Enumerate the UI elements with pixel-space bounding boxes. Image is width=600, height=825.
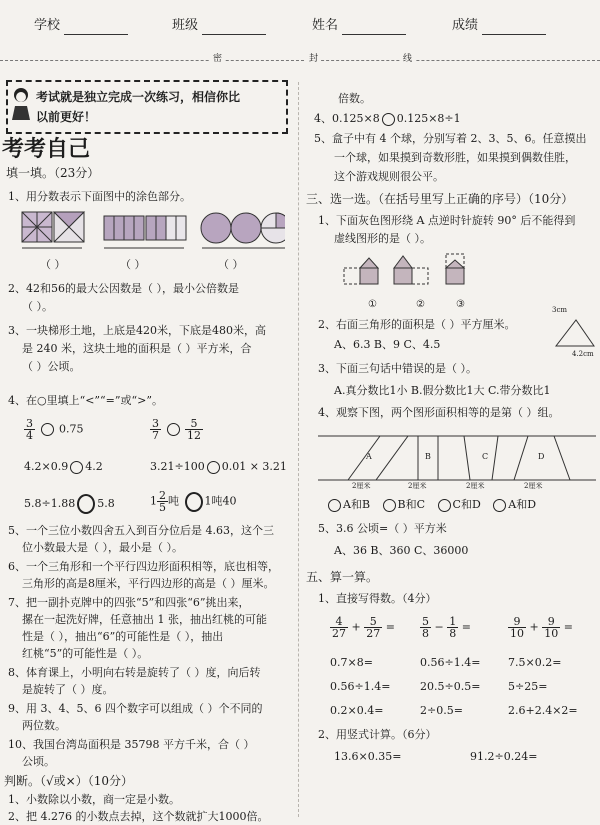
score-label: 成绩 [452,18,546,35]
right-item-5: 5、盒子中有 4 个球，分别写着 2、3、5、6。任意摸出 [314,132,587,145]
question-4: 4、在○里填上“<”“=”或“>”。 [8,394,163,407]
name-label: 姓名 [312,18,406,35]
seal-char-1: 密 [210,54,225,66]
choice-4-options: A和B B和C C和D A和D [326,498,536,512]
question-7-cont: 摞在一起洗好牌，任意抽出 1 张，抽出红桃的可能 [22,613,267,626]
column-divider [298,82,299,817]
option-label-1: ① [368,299,377,310]
figure-rectangles [104,216,186,240]
expr-8: 20.5÷0.5= [420,680,481,693]
section-5-heading: 五、算一算。 [306,570,379,584]
compare-6: 1 $\frac{2}{5}$ 吨 1吨40 [150,489,237,514]
option-b-circle[interactable] [383,499,396,512]
vertical-calc-1: 13.6×0.35= [334,750,402,763]
question-9-cont: 两位数。 [22,719,66,732]
motto-line-1: 考试就是独立完成一次练习，相信你比 [36,90,241,104]
choice-2: 2、右面三角形的面积是（ ）平方厘米。 [318,318,516,331]
rotation-figure-2 [394,256,428,284]
school-blank[interactable] [64,22,128,35]
q1-answer-1[interactable]: （ ） [40,258,66,271]
expr-10: 0.2×0.4= [330,704,384,717]
q1-figures [20,210,285,254]
q1-answer-2[interactable]: （ ） [120,258,146,271]
question-7: 7、把一副扑克牌中的四张“5”和四张“6”挑出来， [8,596,250,609]
shape-label-d: D [538,452,545,461]
question-3: 3、一块梯形土地，上底是420米，下底是480米，高 [8,324,266,337]
question-5-cont: 位小数最大是（ ），最小是（ ）。 [22,541,183,554]
vertical-calc-2: 91.2÷0.24= [470,750,538,763]
expr-9: 5÷25= [508,680,548,693]
question-6-cont: 三角形的高是8厘米，平行四边形的高是（ ）厘米。 [22,577,275,590]
school-label: 学校 [34,18,128,35]
option-d-circle[interactable] [493,499,506,512]
expr-1: $\frac{4}{27}$ + $\frac{5}{27}$ = [332,615,395,640]
right-text-0: 倍数。 [338,92,371,105]
question-8-cont: 是旋转了（ ）度。 [22,683,114,696]
section-3-heading: 三、选一选。（在括号里写上正确的序号）（10分） [306,192,574,206]
question-7-cont-2: 性是（ ），抽出“6”的可能性是（ ），抽出 [22,630,224,643]
judge-1: 1、小数除以小数，商一定是小数。 [8,793,180,806]
choice-2-options: A、6.3 B、9 C、4.5 [334,338,441,351]
question-6: 6、一个三角形和一个平行四边形面积相等，底也相等， [8,560,279,573]
class-blank[interactable] [202,22,266,35]
right-item-5-cont: 一个球，如果摸到奇数形胜，如果摸到偶数佳胜， [334,151,576,164]
compare-circle-6[interactable] [185,492,203,512]
question-8: 8、体育课上，小明向右转是旋转了（ ）度，向后转 [8,666,261,679]
triangle-figure [552,314,598,354]
section-1-heading: 填一填。（23分） [6,166,100,180]
option-label-3: ③ [456,299,465,310]
score-blank[interactable] [482,22,546,35]
shape-a [348,436,408,480]
question-2: 2、42和56的最大公因数是（ ），最小公倍数是 [8,282,239,295]
triangle-base-label: 4.2cm [572,350,594,358]
choice-3: 3、下面三句话中错误的是（ ）。 [318,362,477,375]
judge-2: 2、把 4.276 的小数点去掉，这个数就扩大1000倍。 [8,810,269,823]
expr-4: 0.7×8= [330,656,373,669]
question-10-cont: 公顷。 [22,755,55,768]
shape-label-c: C [482,452,489,461]
choice-4: 4、观察下图，两个图形面积相等的是第（ ）组。 [318,406,560,419]
compare-5: 5.8÷1.88 5.8 [24,494,115,514]
compare-3: 4.2×0.9 4.2 [24,460,103,473]
choice-5-options: A、36 B、360 C、36000 [334,544,469,557]
shape-c [464,436,498,480]
dim-label-c: 2厘米 [466,482,485,490]
expr-11: 2÷0.5= [420,704,463,717]
class-label: 班级 [172,18,266,35]
option-a-circle[interactable] [328,499,341,512]
choice-5: 5、3.6 公顷=（ ）平方米 [318,522,447,535]
expr-3: $\frac{9}{10}$ + $\frac{9}{10}$ = [510,615,573,640]
choice-1: 1、下面灰色图形绕 A 点逆时针旋转 90° 后不能得到 [318,214,576,227]
question-3-cont-2: （ ）公顷。 [22,360,81,373]
girl-icon [10,86,32,124]
calc-part-2: 2、用竖式计算。（6分） [318,728,437,741]
right-item-5-cont-2: 这个游戏规则很公平。 [334,170,444,183]
expr-12: 2.6+2.4×2= [508,704,578,717]
expr-7: 0.56÷1.4= [330,680,391,693]
compare-2: $\frac{3}{7}$ $\frac{5}{12}$ [152,417,201,442]
seal-line [0,60,600,61]
choice-3-options: A.真分数比1小 B.假分数比1大 C.带分数比1 [334,384,551,397]
expr-2: $\frac{5}{8}$ − $\frac{1}{8}$ = [422,615,471,640]
question-1: 1、用分数表示下面图中的涂色部分。 [8,190,191,203]
figure-circles [201,213,285,243]
compare-circle-r4[interactable] [382,113,395,126]
triangle-side-label: 3cm [552,306,568,314]
rotation-figure-1 [344,258,378,284]
compare-circle-4[interactable] [207,461,220,474]
page-title: 考考自己 [2,137,91,162]
question-5: 5、一个三位小数四舍五入到百分位后是 4.63，这个三 [8,524,274,537]
area-shapes [318,426,598,486]
right-item-4: 4、0.125×8 0.125×8÷1 [314,112,461,125]
question-9: 9、用 3、4、5、6 四个数字可以组成（ ）个不同的 [8,702,263,715]
compare-circle-2[interactable] [167,423,180,436]
compare-circle-3[interactable] [70,461,83,474]
question-7-cont-3: 红桃“5”的可能性是（ ）。 [22,647,149,660]
seal-char-3: 线 [400,54,415,66]
rotation-figure-3 [446,254,464,284]
option-c-circle[interactable] [438,499,451,512]
compare-circle-1[interactable] [41,423,54,436]
compare-1: $\frac{3}{4}$ 0.75 [26,417,84,442]
expr-5: 0.56÷1.4= [420,656,481,669]
name-blank[interactable] [342,22,406,35]
expr-6: 7.5×0.2= [508,656,562,669]
compare-4: 3.21÷100 0.01 × 3.21 [150,460,287,473]
shape-label-a: A [366,452,372,461]
section-2-heading: 判断。（√或×）（10分） [4,774,133,788]
compare-circle-5[interactable] [77,494,95,514]
dim-label-b: 2厘米 [408,482,427,490]
q1-answer-3[interactable]: （ ） [218,258,244,271]
motto-box [6,80,288,134]
question-2-cont: （ ）。 [22,300,53,313]
motto-line-2: 以前更好！ [36,110,97,124]
dim-label-d: 2厘米 [524,482,543,490]
figure-squares [22,212,84,242]
dim-label-a: 2厘米 [352,482,371,490]
calc-part-1: 1、直接写得数。（4分） [318,592,437,605]
question-10: 10、我国台湾岛面积是 35798 平方千米，合（ ） [8,738,255,751]
question-3-cont: 是 240 米，这块土地的面积是（ ）平方米，合 [22,342,252,355]
seal-char-2: 封 [306,54,321,66]
shape-label-b: B [425,452,431,461]
choice-1-cont: 虚线图形的是（ ）。 [334,232,431,245]
option-label-2: ② [416,299,425,310]
